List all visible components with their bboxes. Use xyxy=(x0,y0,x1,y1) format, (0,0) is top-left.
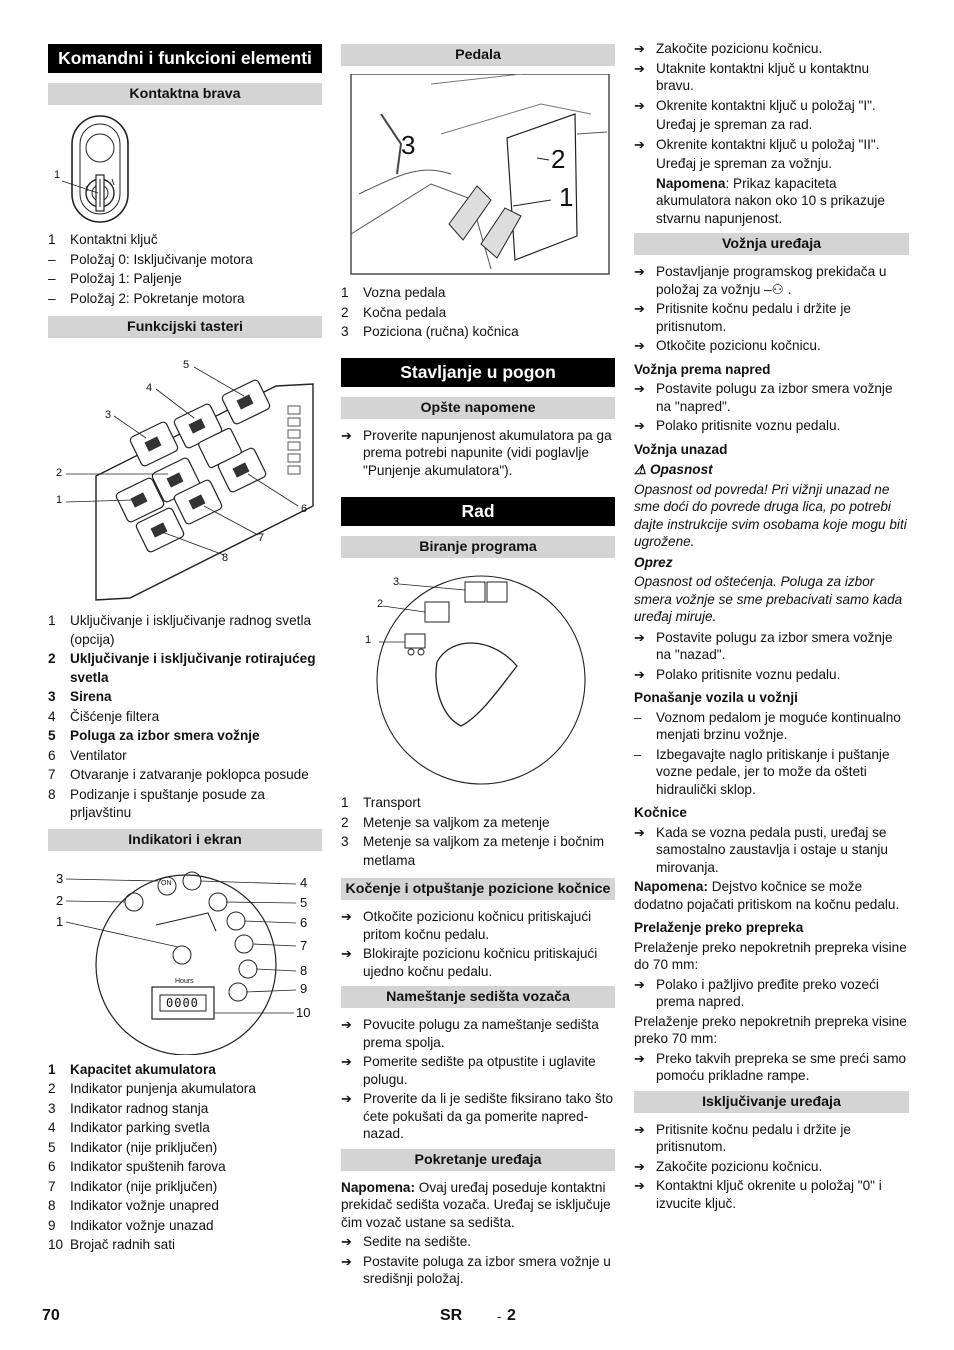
dash-item xyxy=(634,709,909,744)
on-indicator-label: ON xyxy=(161,879,172,887)
step-result: Uređaj je spreman za vožnju. xyxy=(656,156,833,171)
legend-text: Položaj 0: Isključivanje motora xyxy=(70,251,253,267)
legend-item xyxy=(48,786,322,823)
arrow-icon: ➔ xyxy=(634,136,645,152)
instruction-step xyxy=(634,1121,909,1156)
callout-2: 2 xyxy=(377,598,384,610)
program-selector-figure xyxy=(341,566,615,788)
legend-item xyxy=(48,1178,322,1197)
legend-number: 6 xyxy=(48,1159,56,1174)
arrow-icon: ➔ xyxy=(634,301,645,316)
legend-number: – xyxy=(48,271,56,286)
legend-text: Uključivanje i isključivanje radnog svetla (opcija) xyxy=(70,613,312,647)
instruction-step xyxy=(634,60,909,95)
legend-number: 2 xyxy=(48,651,56,666)
legend-text: Položaj 2: Pokretanje motora xyxy=(70,290,245,306)
arrow-icon: ➔ xyxy=(634,1050,645,1066)
instruction-step xyxy=(341,1053,615,1088)
startup-continued-steps xyxy=(634,40,909,173)
callout-10: 10 xyxy=(296,1004,311,1020)
heading-function-buttons: Funkcijski tasteri xyxy=(48,316,322,338)
callout-2: 2 xyxy=(56,467,63,479)
legend-text: Vozna pedala xyxy=(363,285,446,300)
legend-item xyxy=(341,284,615,303)
legend-number: 3 xyxy=(48,689,56,704)
instruction-step xyxy=(634,263,909,298)
arrow-icon: ➔ xyxy=(341,427,352,443)
legend-text: Ventilator xyxy=(70,747,127,763)
legend-item xyxy=(48,766,322,785)
callout-1: 1 xyxy=(56,494,63,506)
behavior-list xyxy=(634,709,909,799)
hours-label: Hours xyxy=(175,977,194,985)
legend-item xyxy=(48,1080,322,1099)
arrow-icon: ➔ xyxy=(634,1121,645,1137)
legend-number: 7 xyxy=(48,767,56,782)
arrow-icon: ➔ xyxy=(634,418,645,433)
legend-number: 8 xyxy=(48,1198,56,1213)
step-text: Pritisnite kočnu pedalu i držite je pritisnutom. xyxy=(656,1121,851,1154)
instruction-step xyxy=(634,337,909,355)
step-text: Utaknite kontaktni ključ u kontaktnu bravu. xyxy=(656,60,870,93)
step-text: Postavite polugu za izbor smera vožnje na "nazad". xyxy=(656,629,893,662)
instruction-step xyxy=(634,1177,909,1212)
instruction-step xyxy=(341,1016,615,1051)
legend-text: Indikator (nije priključen) xyxy=(70,1178,218,1194)
legend-text: Poziciona (ručna) kočnica xyxy=(363,324,519,339)
legend-number: 4 xyxy=(48,1120,56,1135)
legend-number: 9 xyxy=(48,1217,56,1233)
legend-item xyxy=(48,1197,322,1216)
legend-text: Kapacitet akumulatora xyxy=(70,1061,216,1077)
dash-text: Voznom pedalom je moguće kontinualno menjati brzinu vožnje. xyxy=(656,709,901,742)
seat-adjustment-steps xyxy=(341,1016,615,1143)
instruction-step xyxy=(634,300,909,335)
legend-item xyxy=(48,1139,322,1158)
legend-text: Indikator vožnje unazad xyxy=(70,1217,214,1233)
column-3 xyxy=(634,40,909,1214)
step-text: Proverite da li je sedište fiksirano tako što ćete pokušati da ga pomerite napred-nazad. xyxy=(363,1091,614,1141)
legend-item xyxy=(48,290,322,309)
dash-item xyxy=(634,746,909,799)
legend-item xyxy=(48,650,322,687)
legend-number: 2 xyxy=(48,1081,56,1096)
step-text: Povucite polugu za nameštanje sedišta prema spolja. xyxy=(363,1017,599,1050)
legend-number: 3 xyxy=(341,324,349,339)
instruction-step xyxy=(341,1233,615,1251)
legend-number: 1 xyxy=(48,1061,56,1077)
legend-number: 1 xyxy=(341,285,349,300)
section-title-operation: Rad xyxy=(341,497,615,526)
arrow-icon: ➔ xyxy=(634,60,645,76)
arrow-icon: ➔ xyxy=(634,41,645,56)
legend-item xyxy=(341,323,615,342)
legend-number: 5 xyxy=(48,728,56,743)
legend-text: Indikator parking svetla xyxy=(70,1120,210,1135)
legend-number: – xyxy=(48,251,56,267)
instruction-step xyxy=(634,1158,909,1176)
reverse-title: Vožnja unazad xyxy=(634,441,728,457)
legend-number: 8 xyxy=(48,786,56,802)
legend-item xyxy=(48,1100,322,1119)
legend-text: Čišćenje filtera xyxy=(70,708,160,724)
heading-parking-brake: Kočenje i otpuštanje pozicione kočnice xyxy=(341,878,615,900)
legend-item xyxy=(48,251,322,270)
instruction-step xyxy=(634,136,909,154)
step-text: Pritisnite kočnu pedalu i držite je pritisnutom. xyxy=(656,301,851,334)
legend-text: Kočna pedala xyxy=(363,304,447,320)
function-buttons-figure xyxy=(48,346,322,606)
hour-counter-digits: 0000 xyxy=(166,995,199,1010)
warning-icon: ⚠ xyxy=(634,462,650,477)
step-text: Zakočite pozicionu kočnicu. xyxy=(656,1158,823,1174)
arrow-icon: ➔ xyxy=(634,97,645,113)
legend-text: Metenje sa valjkom za metenje xyxy=(363,814,550,830)
legend-item xyxy=(341,814,615,833)
heading-program-selection: Biranje programa xyxy=(341,536,615,558)
arrow-icon: ➔ xyxy=(341,1054,352,1069)
legend-item xyxy=(48,612,322,649)
instruction-step xyxy=(341,1090,615,1143)
legend-text: Poluga za izbor smera vožnje xyxy=(70,728,260,743)
arrow-icon: ➔ xyxy=(341,946,352,961)
step-text: Kada se vozna pedala pusti, uređaj se samostalno zaustavlja i ostaje u stanju mirovanja. xyxy=(656,824,888,875)
step-text: Sedite na sedište. xyxy=(363,1234,472,1249)
heading-seat-adjustment: Nameštanje sedišta vozača xyxy=(341,986,615,1008)
step-result: Uređaj je spreman za rad. xyxy=(656,117,813,132)
footer-dash: - xyxy=(497,1309,502,1324)
language-code: SR xyxy=(440,1307,463,1324)
legend-number: 5 xyxy=(48,1139,56,1155)
legend-text: Indikator vožnje unapred xyxy=(70,1198,219,1213)
legend-item xyxy=(341,304,615,323)
callout-1: 1 xyxy=(54,169,61,181)
legend-number: 1 xyxy=(341,795,349,810)
legend-text: Otvaranje i zatvaranje poklopca posude xyxy=(70,767,309,782)
column-2 xyxy=(341,44,615,1290)
instruction-step xyxy=(634,417,909,435)
step-text: Postavljanje programskog prekidača u položaj za vožnju –⚇ . xyxy=(656,264,887,297)
behavior-title: Ponašanje vozila u vožnji xyxy=(634,690,798,705)
dash-bullet: – xyxy=(634,709,642,725)
heading-contact-lock: Kontaktna brava xyxy=(48,83,322,105)
obstacles-title: Prelaženje preko prepreka xyxy=(634,920,804,935)
callout-1: 1 xyxy=(365,634,372,646)
step-text: Kontaktni ključ okrenite u položaj "0" i izvucite ključ. xyxy=(656,1178,882,1211)
step-text: Polako pritisnite voznu pedalu. xyxy=(656,418,841,433)
arrow-icon: ➔ xyxy=(341,1234,352,1249)
legend-text: Uključivanje i isključivanje rotirajućeg svetla xyxy=(70,651,316,685)
legend-number: 3 xyxy=(48,1100,56,1116)
indicators-figure xyxy=(48,859,322,1055)
start-note: Napomena: Ovaj uređaj poseduje kontaktni prekidač sedišta vozača. Uređaj se isključuje čim vozač ustane sa sedišta. xyxy=(341,1179,611,1230)
callout-5: 5 xyxy=(300,894,308,910)
arrow-icon: ➔ xyxy=(341,1091,352,1106)
legend-number: – xyxy=(48,290,56,306)
indicators-legend xyxy=(48,1061,322,1255)
callout-6: 6 xyxy=(301,503,308,515)
legend-item xyxy=(48,1236,322,1255)
heading-shutdown: Isključivanje uređaja xyxy=(634,1091,909,1113)
legend-text: Položaj 1: Paljenje xyxy=(70,271,182,286)
caution-label: Oprez xyxy=(634,554,673,570)
step-text: Postavite poluga za izbor smera vožnje u središnji položaj. xyxy=(363,1253,611,1286)
legend-number: 1 xyxy=(48,232,56,247)
step-text: Okrenite kontaktni ključ u položaj "II". xyxy=(656,136,880,152)
pedals-figure xyxy=(341,74,615,278)
arrow-icon: ➔ xyxy=(341,1017,352,1032)
legend-item xyxy=(48,747,322,766)
page-number: 70 xyxy=(42,1307,60,1324)
reverse-steps xyxy=(634,629,909,684)
heading-pedals: Pedala xyxy=(341,44,615,66)
callout-4: 4 xyxy=(300,874,308,890)
legend-number: 2 xyxy=(341,814,349,830)
danger-text: Opasnost od povreda! Pri vižnji unazad ne sme doći do povrede druga lica, po potrebi dajte instrukcije svim osobama koje mogu biti ugrožene. xyxy=(634,481,907,549)
legend-text: Indikator (nije priključen) xyxy=(70,1139,218,1155)
obstacles-low-step: ➔ Polako i pažljivo pređite preko vozeći prema napred. xyxy=(634,976,879,1009)
legend-number: 4 xyxy=(48,708,56,724)
brakes-note: Napomena: Dejstvo kočnice se može dodatno pojačati pritiskom na kočnu pedalu. xyxy=(634,879,900,912)
arrow-icon: ➔ xyxy=(634,1178,645,1193)
section-title-startup: Stavljanje u pogon xyxy=(341,358,615,387)
legend-number: 7 xyxy=(48,1178,56,1194)
pedals-legend xyxy=(341,284,615,342)
legend-item xyxy=(48,1217,322,1236)
step-text: Otkočite pozicionu kočnicu. xyxy=(656,338,821,353)
legend-item xyxy=(48,708,322,727)
callout-2: 2 xyxy=(551,144,566,174)
callout-7: 7 xyxy=(300,937,308,953)
legend-item xyxy=(48,231,322,250)
step-text: Otkočite pozicionu kočnicu pritiskajući pritom kočnu pedalu. xyxy=(363,909,592,942)
heading-start-device: Pokretanje uređaja xyxy=(341,1149,615,1171)
forward-title: Vožnja prema napred xyxy=(634,361,771,377)
legend-number: 6 xyxy=(48,747,56,763)
legend-text: Podizanje i spuštanje posude za prljavštinu xyxy=(70,786,265,820)
instruction-step xyxy=(634,629,909,664)
footer-number: 2 xyxy=(507,1307,516,1324)
arrow-icon: ➔ xyxy=(634,1158,645,1174)
legend-number: 1 xyxy=(48,613,56,628)
legend-item xyxy=(48,1119,322,1138)
heading-general-notes: Opšte napomene xyxy=(341,397,615,419)
shutdown-steps xyxy=(634,1121,909,1213)
instruction-step xyxy=(341,945,615,980)
step-text: Okrenite kontaktni ključ u položaj "I". xyxy=(656,97,876,113)
callout-1: 1 xyxy=(56,913,64,929)
danger-label: ⚠ Opasnost xyxy=(634,462,713,477)
start-device-steps xyxy=(341,1233,615,1288)
callout-6: 6 xyxy=(300,914,308,930)
brakes-title: Kočnice xyxy=(634,805,687,820)
arrow-icon: ➔ xyxy=(634,381,645,396)
instruction-step xyxy=(634,380,909,415)
legend-item xyxy=(341,794,615,813)
instruction-step xyxy=(634,824,909,877)
callout-3: 3 xyxy=(105,409,112,421)
legend-item xyxy=(48,1061,322,1080)
instruction-step xyxy=(634,97,909,115)
legend-text: Transport xyxy=(363,795,421,810)
callout-3: 3 xyxy=(56,870,64,886)
arrow-icon: ➔ xyxy=(634,666,645,682)
callout-9: 9 xyxy=(300,980,308,996)
step-text: Polako pritisnite voznu pedalu. xyxy=(656,666,841,682)
legend-item xyxy=(48,727,322,746)
legend-item xyxy=(341,833,615,870)
section-title-controls: Komandni i funkcioni elementi xyxy=(48,44,322,73)
legend-text: Brojač radnih sati xyxy=(70,1237,176,1252)
obstacles-low-text: Prelaženje preko nepokretnih prepreka visine do 70 mm: xyxy=(634,939,907,972)
step-text: Pomerite sedište pa otpustite i uglavite polugu. xyxy=(363,1054,596,1087)
heading-indicators: Indikatori i ekran xyxy=(48,829,322,851)
instruction-step xyxy=(341,1253,615,1288)
battery-note: Napomena: Prikaz kapaciteta akumulatora nakon oko 10 s prikazuje stvarnu napunjenost. xyxy=(656,175,885,226)
arrow-icon: ➔ xyxy=(634,338,645,353)
legend-item xyxy=(48,688,322,707)
instruction-step xyxy=(634,40,909,58)
step-text: Zakočite pozicionu kočnicu. xyxy=(656,41,823,56)
contact-lock-legend xyxy=(48,231,322,308)
arrow-icon: ➔ xyxy=(634,976,645,992)
step-text: Blokirajte pozicionu kočnicu pritiskajući ujedno kočnu pedalu. xyxy=(363,946,598,979)
arrow-icon: ➔ xyxy=(341,1253,352,1269)
function-buttons-legend xyxy=(48,612,322,823)
legend-number: 2 xyxy=(341,304,349,320)
legend-text: Sirena xyxy=(70,689,112,704)
callout-1: 1 xyxy=(559,182,574,212)
program-legend xyxy=(341,794,615,870)
arrow-icon: ➔ xyxy=(634,264,645,279)
step-text: Postavite polugu za izbor smera vožnje na "napred". xyxy=(656,381,893,414)
forward-steps xyxy=(634,380,909,435)
legend-text: Metenje sa valjkom za metenje i bočnim metlama xyxy=(363,834,605,868)
general-note-step: ➔ Proverite napunjenost akumulatora pa ga prema potrebi napunite (vidi poglavlje "Punjenje akumulatora"). xyxy=(341,427,612,478)
legend-item xyxy=(48,1158,322,1177)
callout-5: 5 xyxy=(183,359,190,371)
callout-8: 8 xyxy=(222,552,229,564)
instruction-step xyxy=(341,908,615,943)
legend-text: Indikator radnog stanja xyxy=(70,1100,209,1116)
arrow-icon: ➔ xyxy=(341,909,352,924)
legend-text: Indikator punjenja akumulatora xyxy=(70,1081,256,1096)
brakes-steps xyxy=(634,824,909,877)
callout-3: 3 xyxy=(401,130,416,160)
parking-brake-steps xyxy=(341,908,615,980)
legend-text: Kontaktni ključ xyxy=(70,232,158,247)
callout-8: 8 xyxy=(300,962,308,978)
legend-item xyxy=(48,270,322,289)
legend-number: 10 xyxy=(48,1237,64,1252)
dash-text: Izbegavajte naglo pritiskanje i puštanje vozne pedale, jer to može da ošteti hidraulički sklop. xyxy=(656,746,890,797)
arrow-icon: ➔ xyxy=(634,629,645,645)
obstacles-high-step: ➔ Preko takvih prepreka se sme preći samo pomoću prikladne rampe. xyxy=(634,1050,907,1083)
column-1 xyxy=(48,44,322,1256)
heading-driving: Vožnja uređaja xyxy=(634,233,909,255)
callout-7: 7 xyxy=(258,532,265,544)
legend-number: 3 xyxy=(341,834,349,849)
callout-2: 2 xyxy=(56,892,64,908)
callout-3: 3 xyxy=(393,576,400,588)
dash-bullet: – xyxy=(634,746,642,762)
driving-steps xyxy=(634,263,909,355)
caution-text: Opasnost od oštećenja. Poluga za izbor smera vožnje se sme prebacivati samo kada uređaj miruje. xyxy=(634,574,903,624)
legend-text: Indikator spuštenih farova xyxy=(70,1159,226,1174)
instruction-step xyxy=(634,666,909,684)
contact-lock-figure xyxy=(48,113,322,225)
arrow-icon: ➔ xyxy=(634,824,645,840)
obstacles-high-text: Prelaženje preko nepokretnih prepreka visine preko 70 mm: xyxy=(634,1013,907,1046)
callout-4: 4 xyxy=(146,382,153,394)
